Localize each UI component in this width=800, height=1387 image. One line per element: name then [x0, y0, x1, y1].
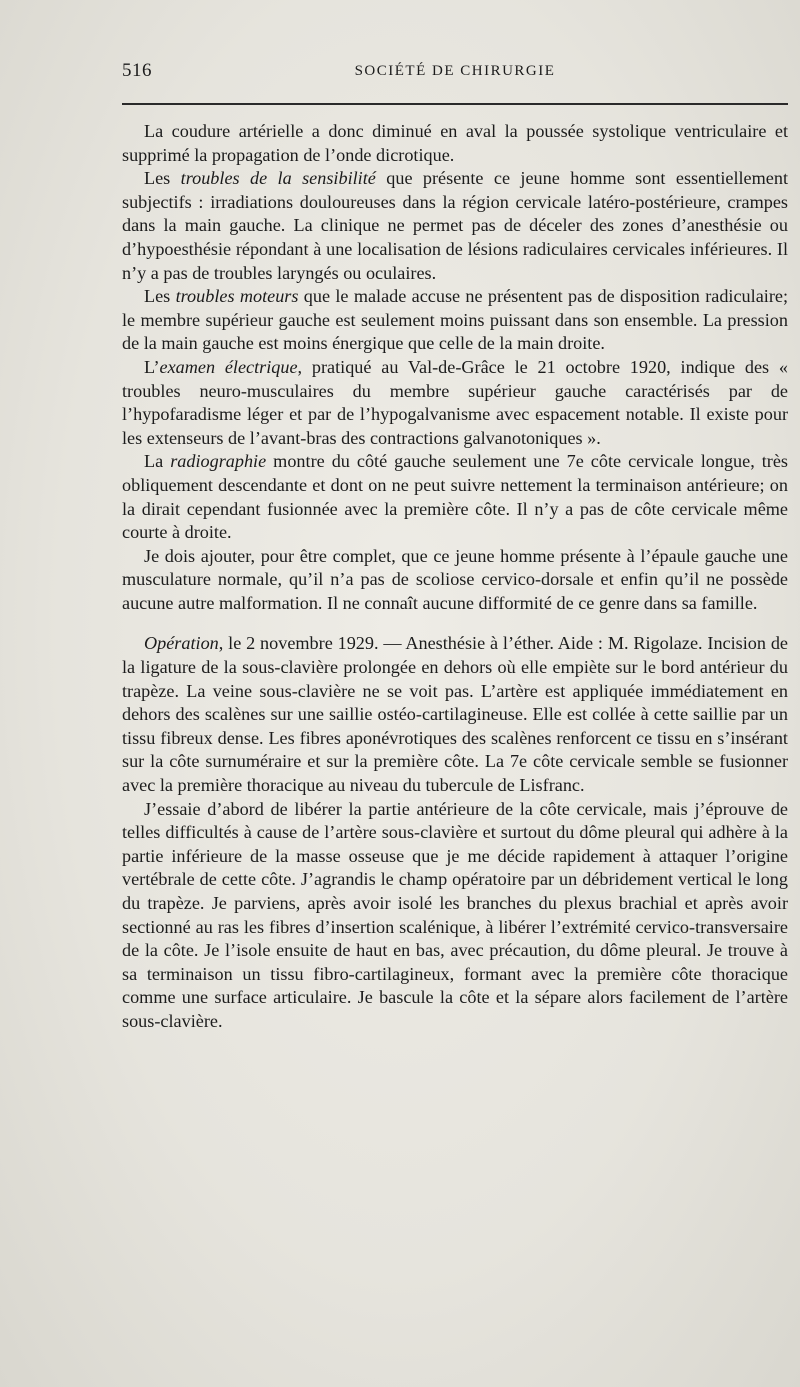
- paragraph: [122, 545, 788, 616]
- italic-term: troubles de la sensibilité: [180, 168, 376, 189]
- italic-term: Opération: [144, 633, 219, 654]
- paragraph: [122, 798, 788, 1034]
- italic-term: troubles moteurs: [175, 286, 299, 307]
- text-run: montre du côté gauche seulement une 7e côte cervicale longue, très obliquement descendante et dont on ne peut suivre nettement la terminaison antérieure; on la dirait cependant fusionnée avec la première côte. Il n’y a pas de côte cervicale même courte à droite.: [122, 451, 789, 543]
- paragraph: [122, 120, 788, 167]
- text-run: La: [144, 451, 171, 472]
- text-run: que le malade accuse ne présentent pas de disposition radiculaire; le membre supérieur gauche est seulement moins puissant dans son ensemble. La pression de la main gauche est moins énergique que celle de la main droite.: [122, 286, 788, 354]
- body-text: [122, 120, 788, 1034]
- text-run: , le 2 novembre 1929. — Anesthésie à l’éther. Aide : M. Rigolaze. Incision de la ligature de la sous-clavière prolongée en dehors où elle empiète sur le bord antérieur du trapèze. La veine sous-clavière ne se voit pas. L’artère est appliquée immédiatement en dehors des scalènes sur une saillie ostéo-cartilagineuse. Elle est collée à cette saillie par un tissu fibreux dense. Les fibres aponévrotiques des scalènes renforcent ce tissu en s’insérant sur la côte surnuméraire et sur la première côte. La 7e côte cervicale semble se fusionner avec la première thoracique au niveau du tubercule de Lisfranc.: [122, 633, 788, 796]
- text-run: La coudure artérielle a donc diminué en aval la poussée systolique ventriculaire et supprimé la propagation de l’onde dicrotique.: [122, 121, 788, 165]
- text-run: Je dois ajouter, pour être complet, que ce jeune homme présente à l’épaule gauche une musculature normale, qu’il n’a pas de scoliose cervico-dorsale et enfin qu’il ne possède aucune autre malformation. Il ne connaît aucune difformité de ce genre dans sa famille.: [122, 545, 788, 613]
- header-rule: [122, 103, 788, 105]
- italic-term: radiographie: [170, 451, 267, 472]
- page-number: 516: [122, 60, 152, 81]
- paragraph: [122, 285, 788, 356]
- paragraph: [122, 632, 788, 797]
- paragraph: [122, 356, 788, 450]
- text-run: Les: [144, 168, 181, 189]
- text-run: J’essaie d’abord de libérer la partie antérieure de la côte cervicale, mais j’éprouve de telles difficultés à cause de l’artère sous-clavière et surtout du dôme pleural qui adhère à la partie inférieure de la masse osseuse que je me décide rapidement à attaquer l’origine vertébrale de cette côte. J’agrandis le champ opératoire par un débridement vertical le long du trapèze. Je parviens, après avoir isolé les branches du plexus brachial et après avoir sectionné au ras les fibres d’insertion scalénique, à libérer l’extrémité cervico-transversaire de la côte. Je l’isole ensuite de haut en bas, avec précaution, du dôme pleural. Je trouve à sa terminaison un tissu fibro-cartilagineux, formant avec la première côte thoracique comme une surface articulaire. Je bascule la côte et la sépare alors facilement de l’artère sous-clavière.: [122, 798, 788, 1031]
- text-run: , pratiqué au Val-de-Grâce le 21 octobre 1920, indique des « troubles neuro-musculaires du membre supérieur gauche caractérisés par de l’hypofaradisme léger et par de l’hypogalvanisme avec espacement notable. Il existe pour les extenseurs de l’avant-bras des contractions galvanotoniques ».: [122, 356, 788, 448]
- text-run: L’: [144, 356, 160, 377]
- paragraph: [122, 167, 788, 285]
- running-title: SOCIÉTÉ DE CHIRURGIE: [354, 63, 556, 79]
- text-run: que présente ce jeune homme sont essentiellement subjectifs : irradiations douloureuses dans la région cervicale latéro-postérieure, crampes dans la main gauche. La clinique ne permet pas de déceler des zones d’anesthésie ou d’hypoesthésie répondant à une localisation de lésions radiculaires cervicales inférieures. Il n’y a pas de troubles laryngés ou oculaires.: [122, 168, 788, 283]
- page-header: [122, 60, 788, 90]
- italic-term: examen électrique: [159, 356, 298, 377]
- paragraph: [122, 450, 788, 544]
- text-run: Les: [144, 286, 176, 307]
